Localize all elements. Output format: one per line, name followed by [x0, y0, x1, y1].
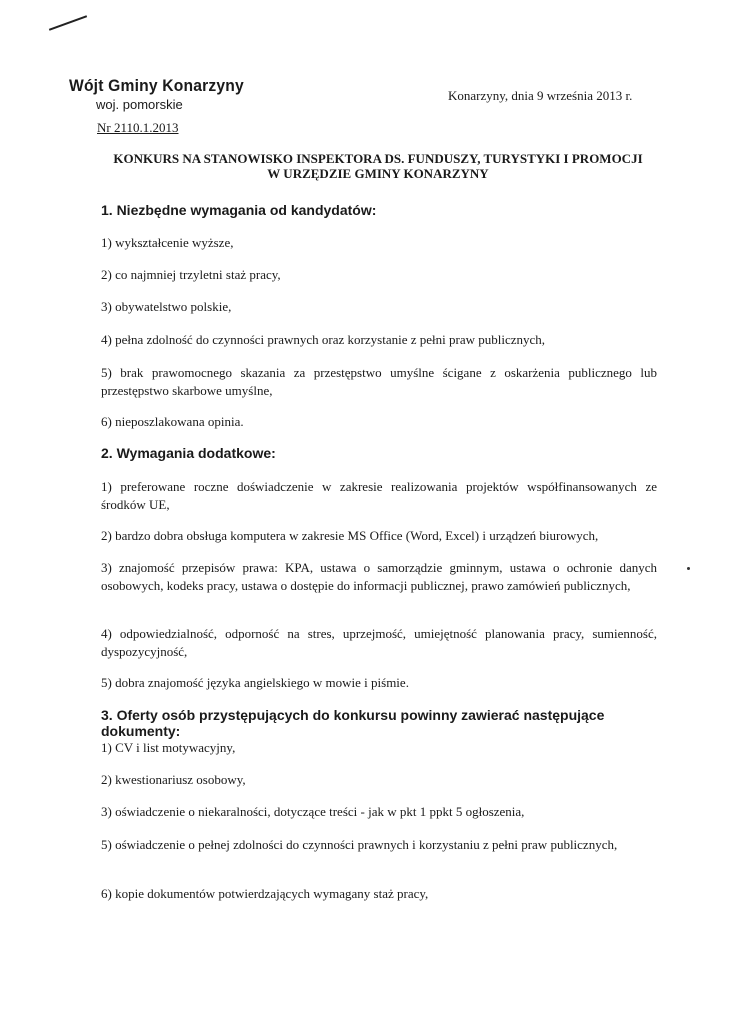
section1-heading: 1. Niezbędne wymagania od kandydatów: [101, 202, 377, 218]
list-item: 3) oświadczenie o niekaralności, dotyczące treści - jak w pkt 1 ppkt 5 ogłoszenia, [101, 804, 525, 819]
list-item: 4) odpowiedzialność, odporność na stres, uprzejmość, umiejętność planowania pracy, sumienność, dyspozycyjność, [101, 626, 657, 659]
document-title-line1: KONKURS NA STANOWISKO INSPEKTORA DS. FUNDUSZY, TURYSTYKI I PROMOCJI [113, 151, 643, 166]
document-title-line2: W URZĘDZIE GMINY KONARZYNY [267, 166, 489, 181]
list-item: 2) bardzo dobra obsługa komputera w zakresie MS Office (Word, Excel) i urządzeń biurowych, [101, 528, 599, 543]
reference-number: Nr 2110.1.2013 [97, 120, 179, 135]
list-item: 6) nieposzlakowana opinia. [101, 414, 244, 429]
stamp-title: Wójt Gminy Konarzyny [69, 76, 244, 95]
list-item: 5) dobra znajomość języka angielskiego w mowie i piśmie. [101, 675, 409, 690]
section3-heading: 3. Oferty osób przystępujących do konkursu powinny zawierać następujące dokumenty: [101, 707, 605, 739]
list-item: 6) kopie dokumentów potwierdzających wymagany staż pracy, [101, 886, 429, 901]
list-item: 4) pełna zdolność do czynności prawnych oraz korzystanie z pełni praw publicznych, [101, 332, 546, 347]
list-item: 2) co najmniej trzyletni staż pracy, [101, 267, 281, 282]
section2-heading: 2. Wymagania dodatkowe: [101, 445, 276, 461]
list-item: 1) CV i list motywacyjny, [101, 740, 236, 755]
list-item: 1) preferowane roczne doświadczenie w zakresie realizowania projektów współfinansowanych ze środków UE, [101, 479, 657, 512]
list-item: 5) brak prawomocnego skazania za przestępstwo umyślne ścigane z oskarżenia publicznego lub przestępstwo skarbowe umyślne, [101, 365, 657, 398]
list-item: 3) znajomość przepisów prawa: KPA, ustawa o samorządzie gminnym, ustawa o ochronie danych osobowych, kodeks pracy, ustawa o dostępie do informacji publicznej, prawo zamówień publicznych, [101, 560, 657, 593]
stamp-subtitle: woj. pomorskie [96, 97, 183, 112]
document-date: Konarzyny, dnia 9 września 2013 r. [448, 88, 633, 103]
list-item: 1) wykształcenie wyższe, [101, 235, 234, 250]
list-item: 5) oświadczenie o pełnej zdolności do czynności prawnych i korzystaniu z pełni praw publicznych, [101, 837, 618, 852]
scan-dot [687, 567, 690, 570]
list-item: 2) kwestionariusz osobowy, [101, 772, 246, 787]
pen-mark [49, 15, 87, 31]
list-item: 3) obywatelstwo polskie, [101, 299, 232, 314]
